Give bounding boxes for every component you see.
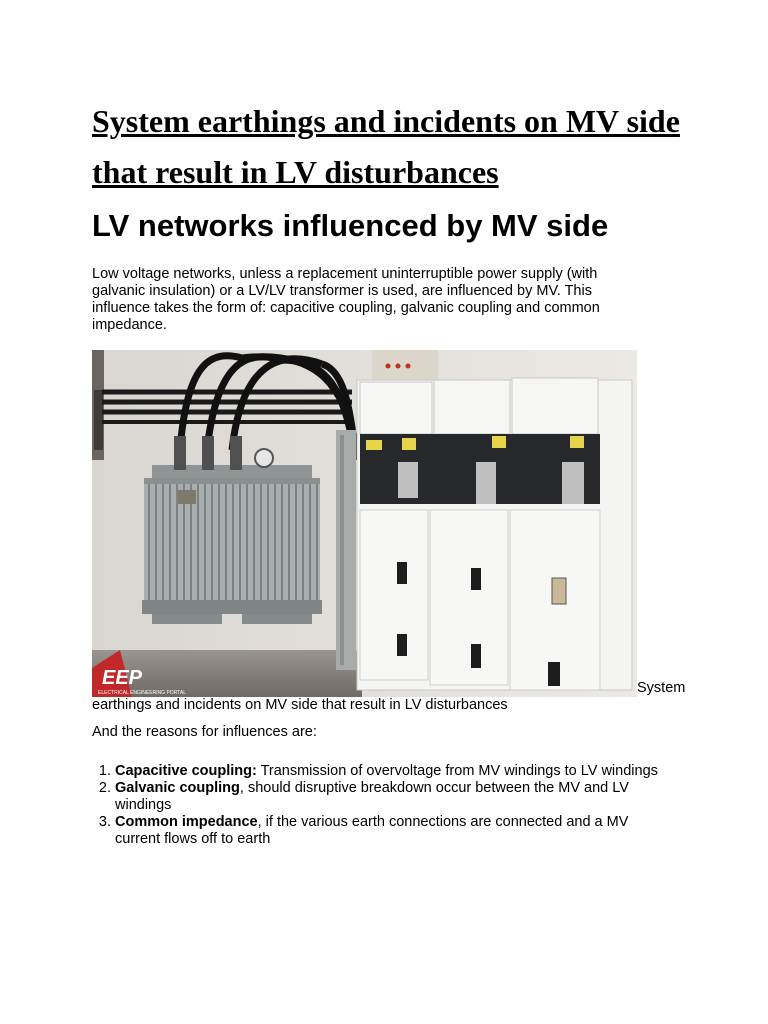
reason-term: Common impedance xyxy=(115,814,258,830)
substation-photo xyxy=(92,350,637,697)
eep-logo-text: EEP xyxy=(102,667,143,689)
reason-text: , if the various earth connections are connected and a MV current flows off to earth xyxy=(115,814,629,847)
document-page xyxy=(92,96,692,848)
section-heading: LV networks influenced by MV side xyxy=(92,208,609,243)
eep-logo-subtext: ELECTRICAL ENGINEERING PORTAL xyxy=(98,690,186,696)
reason-term: Capacitive coupling: xyxy=(115,763,257,779)
reasons-list xyxy=(92,763,675,848)
list-item xyxy=(115,780,675,814)
reasons-intro: And the reasons for influences are: xyxy=(92,724,317,740)
reason-text: , should disruptive breakdown occur between the MV and LV windings xyxy=(115,780,629,813)
document-title: System earthings and incidents on MV side that result in LV disturbances xyxy=(92,103,680,190)
intro-paragraph: Low voltage networks, unless a replacement uninterruptible power supply (with galvanic insulation) or a LV/LV transformer is used, are influenced by MV. This influence takes the form of: capacitive coupling, galvanic coupling and common impedance. xyxy=(92,266,600,333)
figure xyxy=(92,350,692,714)
figure-caption: System earthings and incidents on MV side that result in LV disturbances xyxy=(92,680,686,713)
list-item xyxy=(115,814,675,848)
list-item xyxy=(115,763,675,780)
reason-term: Galvanic coupling xyxy=(115,780,240,796)
reason-text: Transmission of overvoltage from MV windings to LV windings xyxy=(256,763,658,779)
